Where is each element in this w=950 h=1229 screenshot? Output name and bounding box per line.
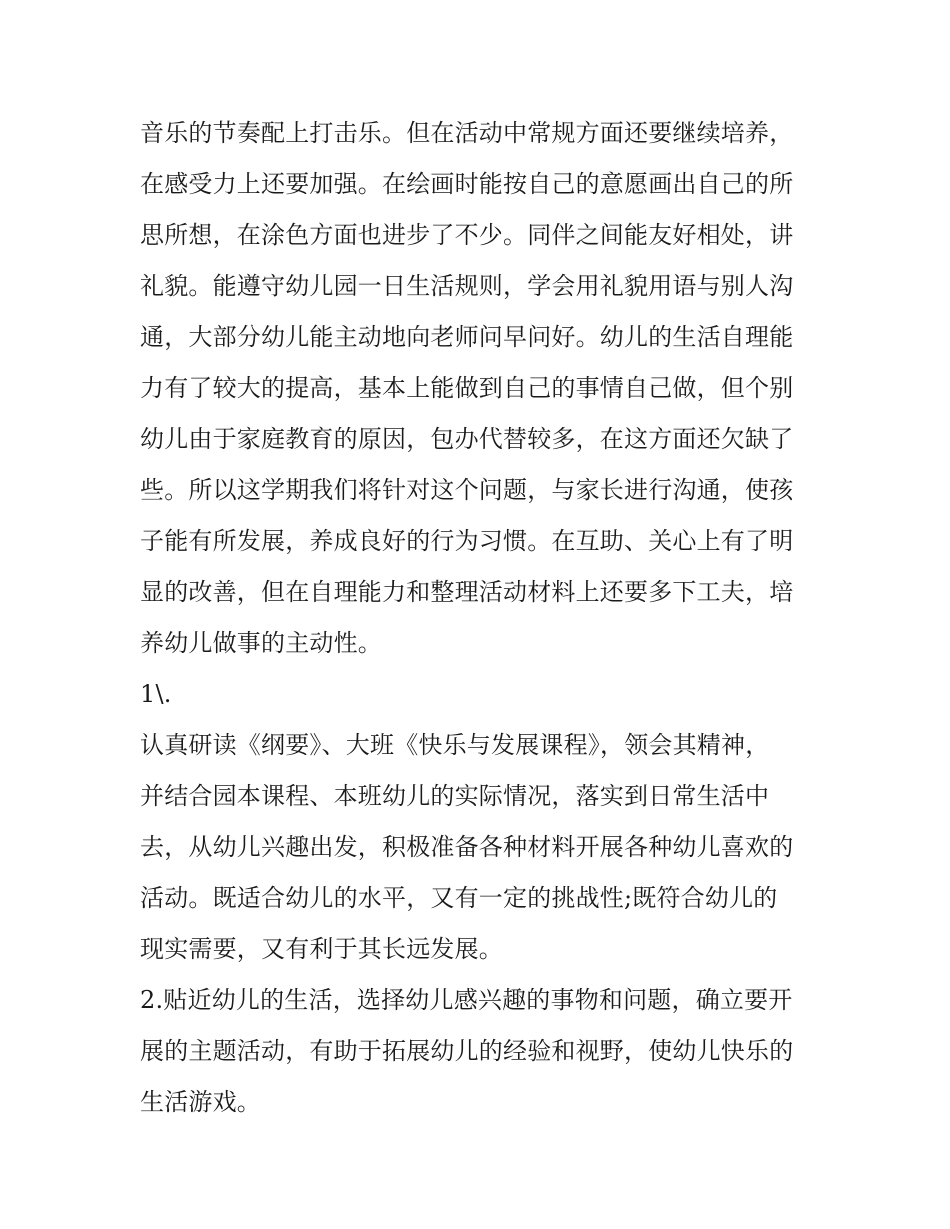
text-line: 音乐的节奏配上打击乐。但在活动中常规方面还要继续培养，: [140, 119, 794, 147]
text-line: 现实需要，又有利于其长远发展。: [140, 935, 503, 963]
text-line: 去，从幼儿兴趣出发，积极准备各种材料开展各种幼儿喜欢的: [140, 833, 794, 861]
text-line: 幼儿由于家庭教育的原因，包办代替较多，在这方面还欠缺了: [140, 425, 794, 453]
text-line: 养幼儿做事的主动性。: [140, 629, 382, 657]
text-line: 生活游戏。: [140, 1088, 261, 1116]
text-line: 通，大部分幼儿能主动地向老师问早问好。幼儿的生活自理能: [140, 323, 794, 351]
text-line: 在感受力上还要加强。在绘画时能按自己的意愿画出自己的所: [140, 170, 794, 198]
text-line: 些。所以这学期我们将针对这个问题，与家长进行沟通，使孩: [140, 476, 794, 504]
text-line: 礼貌。能遵守幼儿园一日生活规则，学会用礼貌用语与别人沟: [140, 272, 794, 300]
text-line: 认真研读《纲要》、大班《快乐与发展课程》，领会其精神，: [140, 731, 770, 759]
text-line: 思所想，在涂色方面也进步了不少。同伴之间能友好相处，讲: [140, 221, 794, 249]
text-line: 子能有所发展，养成良好的行为习惯。在互助、关心上有了明: [140, 527, 794, 555]
document-body: [140, 108, 812, 1128]
text-line: 力有了较大的提高，基本上能做到自己的事情自己做，但个别: [140, 374, 794, 402]
text-line: 显的改善，但在自理能力和整理活动材料上还要多下工夫，培: [140, 578, 794, 606]
text-line: 2.贴近幼儿的生活，选择幼儿感兴趣的事物和问题，确立要开: [140, 986, 793, 1014]
text-line: 并结合园本课程、本班幼儿的实际情况，落实到日常生活中: [140, 782, 770, 810]
list-number: 1\.: [140, 680, 172, 708]
text-line: 活动。既适合幼儿的水平，又有一定的挑战性;既符合幼儿的: [140, 884, 778, 912]
text-line: 展的主题活动，有助于拓展幼儿的经验和视野，使幼儿快乐的: [140, 1037, 794, 1065]
